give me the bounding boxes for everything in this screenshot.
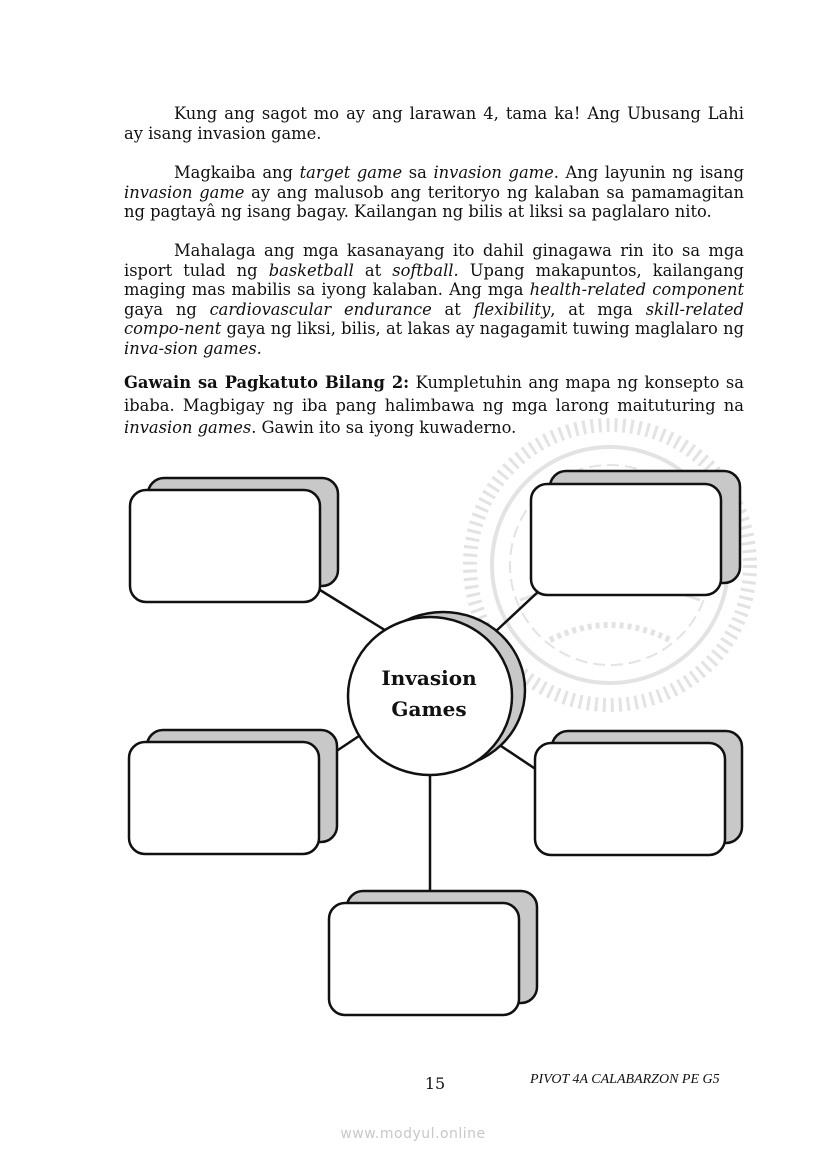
text-run: . Ang layunin ng isang (553, 163, 744, 182)
paragraph-1 (124, 104, 744, 143)
text-run: , at mga (550, 299, 646, 319)
text-run: . Gawin ito sa iyong kuwaderno. (251, 418, 517, 437)
connector-bottom-right (495, 742, 540, 772)
connector-top-left (320, 590, 388, 632)
text-run: inva-sion games. (124, 338, 262, 358)
text-run: Gawain sa Pagkatuto Bilang 2: (124, 373, 410, 392)
text-run: Magkaiba ang (174, 163, 300, 182)
watermark-url: www.modyul.online (340, 1126, 486, 1142)
concept-map (0, 460, 826, 1060)
paragraph-2 (124, 163, 744, 222)
answer-box-bottom[interactable] (329, 891, 537, 1015)
activity-instructions (124, 372, 744, 440)
series-title: PIVOT 4A CALABARZON PE G5 (530, 1072, 720, 1087)
text-run: softball. (392, 260, 459, 280)
text-run: invasion game (433, 163, 554, 182)
text-run: sa (402, 163, 434, 182)
text-run: Upang makapuntos, kailangang maging mas mabilis sa iyong kalaban. Ang mga (124, 260, 744, 300)
text-run: skill-related compo-nent (124, 299, 744, 339)
answer-box-bottom-left[interactable] (129, 730, 337, 854)
text-run: ay ang malusob ang teritoryo ng kalaban sa pamamagitan ng pagtayâ ng isang bagay. Kailangan ng bilis at liksi sa paglalaro nito. (124, 182, 744, 222)
center-circle (348, 612, 525, 775)
answer-box-top-right[interactable] (531, 471, 740, 595)
text-run: gaya ng (124, 299, 210, 319)
connector-top-right (495, 590, 540, 632)
text-run: invasion games (124, 418, 252, 437)
text-run: flexibility (473, 299, 551, 319)
answer-box-top-left[interactable] (130, 478, 338, 602)
answer-box-bottom-right[interactable] (535, 731, 742, 855)
text-run: basketball (268, 260, 354, 280)
text-run: Kumpletuhin ang mapa ng konsepto sa ibaba. Magbigay ng iba pang halimbawa ng mga larong maituturing na (124, 373, 744, 415)
text-run: cardiovascular endurance (209, 299, 432, 319)
paragraph-3 (124, 241, 744, 359)
text-run: health-related component (529, 280, 744, 300)
text-run: Kung ang sagot mo ay ang larawan 4, tama ka! Ang Ubusang Lahi ay isang invasion game. (124, 104, 744, 143)
page-number: 15 (424, 1074, 446, 1093)
text-run: gaya ng liksi, bilis, at lakas ay nagagamit tuwing maglalaro ng (221, 319, 744, 339)
text-run: at (353, 260, 393, 280)
text-run: Mahalaga ang mga kasanayang ito dahil ginagawa rin ito sa mga isport tulad ng (124, 241, 744, 280)
text-run: invasion game (124, 182, 245, 202)
center-label-line2: Games (391, 697, 467, 721)
text-run: at (431, 299, 474, 319)
center-label-line1: Invasion (381, 666, 477, 690)
text-run: target game (299, 163, 403, 182)
